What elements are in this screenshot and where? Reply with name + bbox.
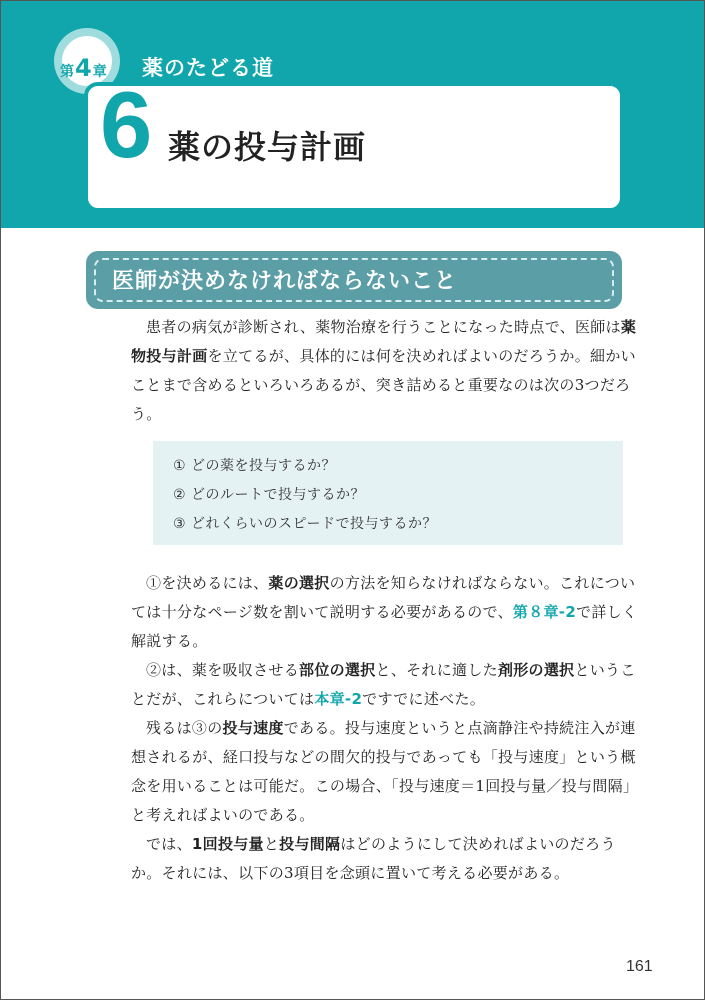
paragraph-2-bold-1: 薬の選択 xyxy=(268,574,330,592)
paragraph-5-bold-2: 投与間隔 xyxy=(279,835,341,853)
cross-reference-link-section2[interactable]: 本章-2 xyxy=(314,690,363,708)
paragraph-4 xyxy=(131,714,639,830)
paragraph-1-text-1: 患者の病気が診断され、薬物治療を行うことになった時点で、医師は xyxy=(146,318,621,336)
section-title: 薬の投与計画 xyxy=(168,128,367,166)
chapter-prefix: 第 xyxy=(60,64,74,80)
paragraph-4-text-2: である。投与速度というと点滴静注や持続注入が連想されるが、経口投与などの間欠的投与であっても「投与速度」という概念を用いることは可能だ。この場合、「投与速度＝1回投与量／投与間隔」と考えればよいのである。 xyxy=(131,719,639,824)
paragraph-5-bold-1: 1回投与量 xyxy=(191,835,264,853)
list-item-1: ① どの薬を投与するか？ xyxy=(173,458,337,474)
paragraph-1 xyxy=(131,313,639,429)
paragraph-3-text-4: ですでに述べた。 xyxy=(362,690,486,708)
paragraph-5-text-2: と xyxy=(263,835,280,853)
paragraph-3-text-3: ということだが、これらについては xyxy=(131,661,636,708)
list-item-2: ② どのルートで投与するか？ xyxy=(173,487,366,503)
paragraph-3-text-2: と、それに適した xyxy=(375,661,498,679)
subsection-heading: 医師が決めなければならないこと xyxy=(112,269,458,294)
list-item-3: ③ どれくらいのスピードで投与するか？ xyxy=(173,516,437,532)
paragraph-3-bold-1: 部位の選択 xyxy=(299,661,376,679)
chapter-number: 4 xyxy=(75,54,92,82)
paragraph-3-bold-2: 剤形の選択 xyxy=(497,661,575,679)
paragraph-5 xyxy=(131,830,639,888)
paragraph-3-text-1: ②は、薬を吸収させる xyxy=(146,661,300,679)
paragraph-2-text-1: ①を決めるには、 xyxy=(146,574,269,592)
chapter-title: 薬のたどる道 xyxy=(142,56,274,80)
paragraph-2-text-2: の方法を知らなければならない。これについては十分なページ数を割いて説明する必要があるので、 xyxy=(131,574,636,621)
paragraph-3 xyxy=(131,656,639,714)
paragraph-2 xyxy=(131,569,639,656)
paragraph-2-text-3: で詳しく解説する。 xyxy=(131,603,638,650)
cross-reference-link-chapter8[interactable]: 第８章-2 xyxy=(512,603,577,621)
paragraph-4-text-1: 残るは③の xyxy=(146,719,223,737)
paragraph-5-text-1: では、 xyxy=(146,835,192,853)
page-number: 161 xyxy=(626,958,653,975)
paragraph-5-text-3: はどのようにして決めればよいのだろうか。それには、以下の3項目を念頭に置いて考える必要がある。 xyxy=(131,835,616,882)
chapter-suffix: 章 xyxy=(92,64,107,80)
paragraph-1-bold-1: 薬物投与計画 xyxy=(131,318,637,365)
section-number: 6 xyxy=(100,72,153,177)
paragraph-1-text-2: を立てるが、具体的には何を決めればよいのだろうか。細かいことまで含めるといろいろあるが、突き詰めると重要なのは次の3つだろう。 xyxy=(131,347,636,423)
paragraph-4-bold-1: 投与速度 xyxy=(222,719,284,737)
